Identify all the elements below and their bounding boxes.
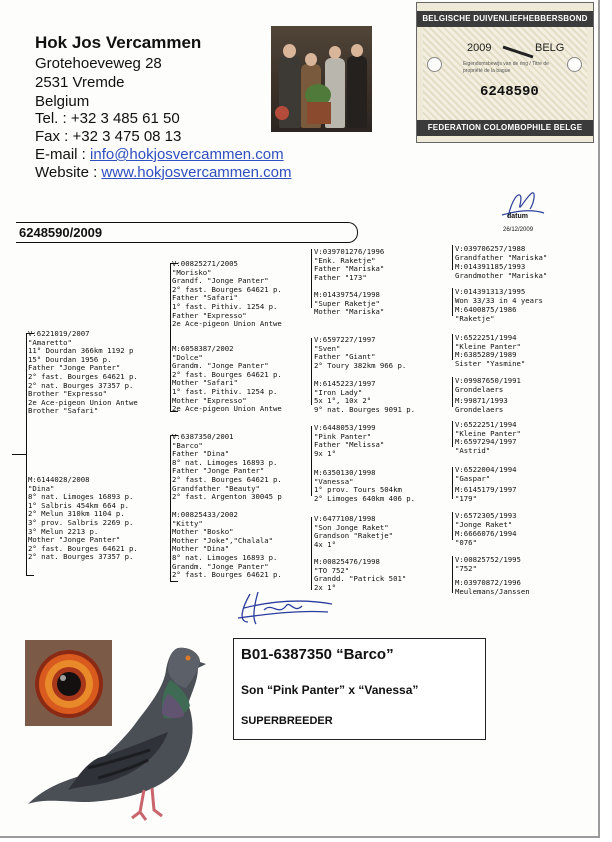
ring-icon <box>501 43 535 61</box>
gen4-entry: V:039706257/1988 Grandfather "Mariska" <box>455 244 548 262</box>
gen4-entry: M:014391185/1993 Grandmother "Mariska" <box>455 262 548 280</box>
email-link[interactable]: info@hokjosvercammen.com <box>90 146 284 163</box>
gen4-entry: M:6597294/1997 "Astrid" <box>455 437 517 455</box>
gen3-entry: M:00825476/1998 "TO 752" Grandd. "Patrick 501" 2x 1° <box>314 557 407 592</box>
punch-hole-right <box>567 57 582 72</box>
gen2-entry: V:6387350/2001 "Barco" Father "Dina" 8° nat. Limoges 16893 p. Father "Jonge Panter" 2° fast. Bourges 64621 p. Grandfather "Beauty" 2° fast. Argenton 30045 p <box>172 432 282 502</box>
email-label: E-mail : <box>35 146 91 163</box>
datum-label: datum <box>507 213 528 220</box>
gen4-entry: V:6522251/1994 "Kleine Panter" <box>455 420 521 438</box>
country: Belgium <box>35 93 90 110</box>
website-link[interactable]: www.hokjosvercammen.com <box>101 164 292 181</box>
ring-card-country: BELG <box>535 42 565 54</box>
gen2-entry: V:00825271/2005 "Morisko" Grandf. "Jonge Panter" 2° fast. Bourges 64621 p. Father "Safari" 1° fast. Pithiv. 1254 p. Father "Expresso" 2e Ace-pigeon Union Antwe <box>172 259 282 329</box>
ring-card-fine-print: Eigendomsbewijs van de ring / Titre de propriété de la bague <box>463 61 549 74</box>
email-line <box>35 145 284 164</box>
gen4-entry: M:6145179/1997 "179" <box>455 485 517 503</box>
info-tag: SUPERBREEDER <box>241 715 333 727</box>
website-label: Website : <box>35 164 102 181</box>
info-title: B01-6387350 “Barco” <box>241 646 394 663</box>
ring-card <box>416 2 594 143</box>
pigeon-photo <box>28 640 208 825</box>
father-text: 6221019/2007 "Amaretto" 11° Dourdan 366km 1192 p 15° Dourdan 1956 p. Father "Jonge Panter" 2° fast. Bourges 64621 p. 2° nat. Bourges 37357 p. Brother "Expresso" 2e Ace-pigeon Union Antwe Brother "Safari" <box>28 329 138 416</box>
loft-name: Hok Jos Vercammen <box>35 33 202 52</box>
gen3-entry: V:6448053/1999 "Pink Panter" Father "Melissa" 9x 1° <box>314 423 385 458</box>
gen3-entry: V:6597227/1997 "Sven" Father "Giant" 2° Toury 382km 966 p. <box>314 335 407 370</box>
family-photo <box>271 26 372 132</box>
ring-card-year: 2009 <box>467 42 492 54</box>
gen3-entry: V:6477108/1998 "Son Jonge Raket" Grandson "Raketje" 4x 1° <box>314 514 394 549</box>
gen4-entry: M:99871/1993 Grondelaers <box>455 396 508 414</box>
gen4-entry: V:09987650/1991 Grondelaers <box>455 376 521 394</box>
datum-date: 26/12/2009 <box>503 227 534 233</box>
bracket-gen2-bottom <box>170 435 171 581</box>
father-entry: V:6221019/2007 "Amaretto" 11° Dourdan 366km 1192 p 15° Dourdan 1956 p. Father "Jonge Panter" 2° fast. Bourges 64621 p. 2° nat. Bourges 37357 p. Brother "Expresso" 2e Ace-pigeon Union Antwe Brother "Safari" <box>28 329 138 416</box>
ring-card-top-band: BELGISCHE DUIVENLIEFHEBBERSBOND <box>417 11 593 27</box>
mother-text: 6144028/2008 "Dina" 8° nat. Limoges 16893 p. 1° Salbris 454km 664 p. 2° Melun 310km 1104 p. 3° prov. Salbris 2269 p. 3° Melun 2213 p. Mother "Jonge Panter" 2° fast. Bourges 64621 p. 2° nat. Bourges 37357 p. <box>28 475 138 562</box>
ring-number: 6248590/2009 <box>19 225 103 240</box>
ring-card-number: 6248590 <box>480 84 539 100</box>
gen3-entry: M:6145223/1997 "Iron Lady" 5x 1°, 10x 2° 9° nat. Bourges 9091 p. <box>314 379 416 414</box>
gen3-entry: M:6350130/1998 "Vanessa" 1° prov. Tours 504km 2° Limoges 640km 406 p. <box>314 468 416 503</box>
city: 2531 Vremde <box>35 74 125 91</box>
bracket-gen1 <box>26 333 27 575</box>
gen4-entry: V:6522251/1994 "Kleine Panter" <box>455 333 521 351</box>
gen4-entry: M:6666076/1994 "076" <box>455 529 517 547</box>
fax: Fax : +32 3 475 08 13 <box>35 128 182 145</box>
info-subtitle: Son “Pink Panter” x “Vanessa” <box>241 683 419 697</box>
gen3-entry: V:039701276/1996 "Enk. Raketje" Father "Mariska" Father "173" <box>314 247 385 282</box>
gen4-entry: V:6572305/1993 "Jonge Raket" <box>455 511 517 529</box>
bracket-gen2-top <box>170 263 171 411</box>
street: Grotehoeveweg 28 <box>35 55 162 72</box>
punch-hole-left <box>427 57 442 72</box>
ring-card-bottom-band: FEDERATION COLOMBOPHILE BELGE <box>417 120 593 136</box>
gen4-entry: M:6400875/1986 "Raketje" <box>455 305 517 323</box>
gen2-entry: M:6058387/2002 "Dolce" Grandm. "Jonge Panter" 2° fast. Bourges 64621 p. Mother "Safari" 1° fast. Pithiv. 1254 p. Mother "Expresso" 2e Ace-pigeon Union Antwe <box>172 344 282 414</box>
phone: Tel. : +32 3 485 61 50 <box>35 110 180 127</box>
gen4-entry: M:6385289/1989 Sister "Yasmine" <box>455 350 526 368</box>
signature <box>228 588 338 628</box>
gen4-entry: M:03970872/1996 Meulemans/Janssen <box>455 578 530 596</box>
website-line <box>35 163 291 182</box>
gen4-entry: V:00825752/1995 "752" <box>455 555 521 573</box>
gen3-entry: M:01439754/1998 "Super Raketje" Mother "Mariska" <box>314 290 385 317</box>
gen2-entry: M:00825433/2002 "Kitty" Mother "Bosko" Mother "Joke","Chalala" Mother "Dina" 8° nat. Limoges 16893 p. Grandm. "Jonge Panter" 2° fast. Bourges 64621 p. <box>172 510 282 580</box>
mother-entry: M:6144028/2008 "Dina" 8° nat. Limoges 16893 p. 1° Salbris 454km 664 p. 2° Melun 310km 1104 p. 3° prov. Salbris 2269 p. 3° Melun 2213 p. Mother "Jonge Panter" 2° fast. Bourges 64621 p. 2° nat. Bourges 37357 p. <box>28 475 138 562</box>
gen4-entry: V:014391313/1995 Won 33/33 in 4 years <box>455 287 543 305</box>
gen4-entry: V:6522004/1994 "Gaspar" <box>455 465 517 483</box>
